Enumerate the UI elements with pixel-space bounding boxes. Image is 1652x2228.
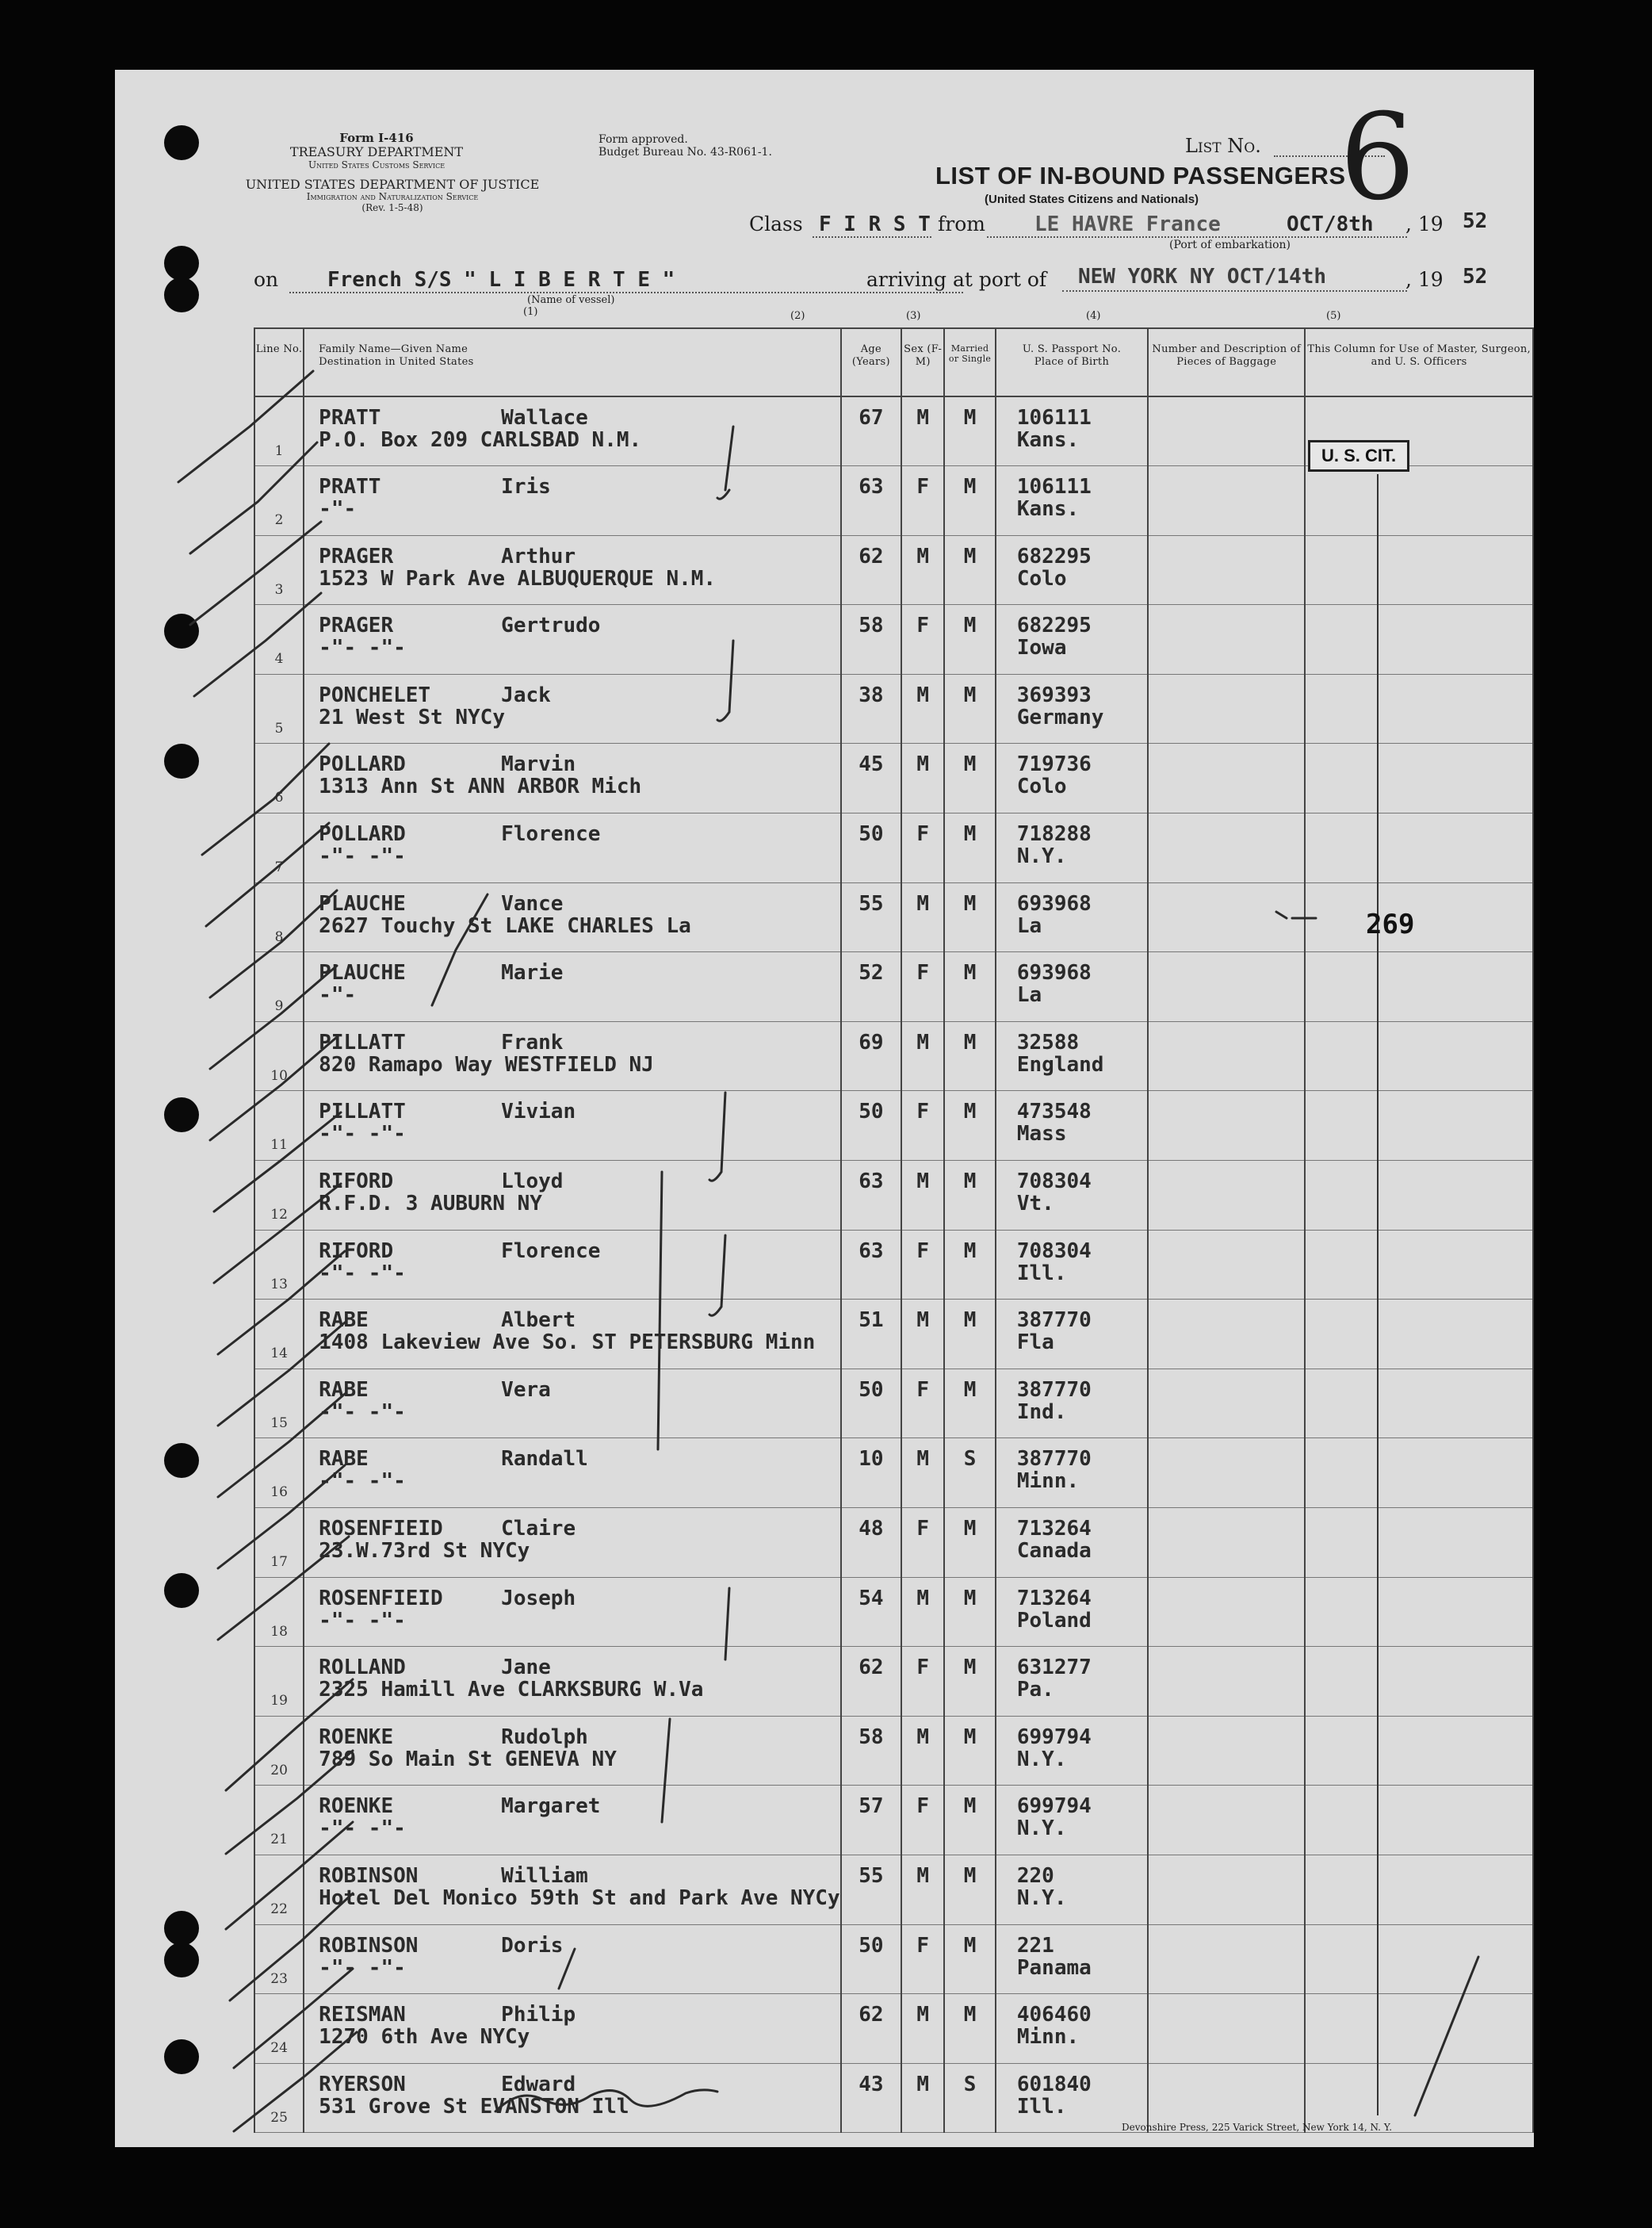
passport-number: 106111 bbox=[1016, 475, 1092, 500]
given-name: Edward bbox=[501, 2072, 576, 2096]
given-name: Marvin bbox=[501, 752, 576, 777]
sex-cell: F bbox=[901, 1647, 944, 1717]
destination: -"- -"- bbox=[319, 1816, 406, 1841]
given-name: Lloyd bbox=[501, 1170, 564, 1194]
destination: P.O. Box 209 CARLSBAD N.M. bbox=[319, 428, 642, 452]
age-cell: 43 bbox=[841, 2063, 901, 2133]
given-name: Claire bbox=[501, 1517, 576, 1541]
sex-cell: M bbox=[901, 1716, 944, 1786]
surname: ROENKE bbox=[319, 1794, 394, 1819]
us-citizen-stamp: U. S. CIT. bbox=[1308, 440, 1409, 472]
age-cell: 62 bbox=[841, 535, 901, 605]
passport-number: 387770 bbox=[1016, 1447, 1092, 1472]
birthplace: Fla bbox=[1016, 1330, 1054, 1355]
surname: RABE bbox=[319, 1377, 369, 1402]
passport-number: 682295 bbox=[1016, 614, 1092, 638]
col-num-1: (1) bbox=[523, 306, 538, 318]
destination: 820 Ramapo Way WESTFIELD NJ bbox=[319, 1052, 654, 1077]
destination: 1270 6th Ave NYCy bbox=[319, 2025, 530, 2050]
bracket-mark bbox=[709, 1093, 725, 1181]
year-prefix-1: , 19 bbox=[1405, 212, 1444, 235]
given-name: Vera bbox=[501, 1377, 551, 1402]
handwritten-marks bbox=[115, 70, 1534, 2147]
line-number: 20 bbox=[254, 1716, 304, 1786]
given-name: Frank bbox=[501, 1030, 564, 1055]
given-name: Florence bbox=[501, 1238, 601, 1263]
bracket-mark bbox=[1415, 1957, 1478, 2115]
marital-cell: M bbox=[944, 1508, 996, 1578]
surname: PILLATT bbox=[319, 1100, 406, 1124]
list-number: 6 bbox=[1340, 89, 1416, 227]
passport-number: 693968 bbox=[1016, 891, 1092, 916]
passport-number: 713264 bbox=[1016, 1586, 1092, 1610]
surname: ROSENFIEID bbox=[319, 1517, 443, 1541]
destination: 789 So Main St GENEVA NY bbox=[319, 1747, 617, 1771]
surname: PILLATT bbox=[319, 1030, 406, 1055]
age-cell: 67 bbox=[841, 396, 901, 466]
arrival-value: NEW YORK NY OCT/14th bbox=[1078, 265, 1327, 289]
justice-dept: UNITED STATES DEPARTMENT OF JUSTICE bbox=[245, 177, 540, 192]
birthplace: La bbox=[1016, 983, 1042, 1008]
passport-number: 32588 bbox=[1016, 1030, 1080, 1055]
given-name: Arthur bbox=[501, 544, 576, 568]
marital-cell: M bbox=[944, 1577, 996, 1647]
surname: RIFORD bbox=[319, 1238, 394, 1263]
check-mark bbox=[234, 2032, 357, 2131]
marital-cell: M bbox=[944, 744, 996, 813]
passport-number: 406460 bbox=[1016, 2003, 1092, 2027]
passport-number: 682295 bbox=[1016, 544, 1092, 568]
passport-number: 631277 bbox=[1016, 1656, 1092, 1680]
destination: 21 West St NYCy bbox=[319, 705, 505, 729]
age-cell: 50 bbox=[841, 1924, 901, 1994]
arriving-label: arriving at port of bbox=[866, 268, 1047, 291]
age-cell: 50 bbox=[841, 1369, 901, 1438]
check-mark bbox=[226, 1679, 353, 1790]
officer-number: 269 bbox=[1366, 909, 1415, 940]
surname: PLAUCHE bbox=[319, 961, 406, 986]
bracket-mark bbox=[662, 1719, 670, 1822]
col-num-2: (2) bbox=[790, 310, 805, 322]
age-cell: 38 bbox=[841, 674, 901, 744]
given-name: Randall bbox=[501, 1447, 588, 1472]
given-name: Marie bbox=[501, 961, 564, 986]
th-baggage: Number and Description of Pieces of Baggage bbox=[1148, 328, 1305, 396]
sex-cell: M bbox=[901, 1438, 944, 1508]
line-number: 22 bbox=[254, 1855, 304, 1924]
depart-date: OCT/8th bbox=[1287, 212, 1374, 236]
marital-cell: M bbox=[944, 1161, 996, 1231]
marital-cell: M bbox=[944, 1091, 996, 1161]
birthplace: Canada bbox=[1016, 1539, 1092, 1563]
marital-cell: M bbox=[944, 674, 996, 744]
birthplace: Ind. bbox=[1016, 1399, 1067, 1424]
surname: ROBINSON bbox=[319, 1933, 419, 1958]
on-label: on bbox=[254, 268, 279, 291]
sex-cell: M bbox=[901, 674, 944, 744]
marital-cell: S bbox=[944, 2063, 996, 2133]
check-mark bbox=[214, 1184, 341, 1283]
passport-number: 693968 bbox=[1016, 961, 1092, 986]
given-name: Margaret bbox=[501, 1794, 601, 1819]
check-mark bbox=[214, 1112, 341, 1212]
sex-cell: F bbox=[901, 813, 944, 883]
marital-cell: M bbox=[944, 1716, 996, 1786]
surname: PLAUCHE bbox=[319, 891, 406, 916]
marital-cell: M bbox=[944, 605, 996, 675]
passport-number: 708304 bbox=[1016, 1170, 1092, 1194]
marital-cell: M bbox=[944, 813, 996, 883]
passport-number: 699794 bbox=[1016, 1725, 1092, 1749]
surname: ROSENFIEID bbox=[319, 1586, 443, 1610]
surname: PRAGER bbox=[319, 614, 394, 638]
age-cell: 45 bbox=[841, 744, 901, 813]
from-value: LE HAVRE France bbox=[1034, 212, 1221, 236]
sex-cell: F bbox=[901, 1786, 944, 1855]
passport-number: 708304 bbox=[1016, 1238, 1092, 1263]
age-cell: 62 bbox=[841, 1994, 901, 2064]
given-name: Rudolph bbox=[501, 1725, 588, 1749]
birthplace: N.Y. bbox=[1016, 844, 1067, 869]
age-cell: 52 bbox=[841, 952, 901, 1022]
th-family-name: Family Name—Given Name bbox=[319, 343, 468, 355]
given-name: William bbox=[501, 1863, 588, 1888]
destination: Hotel Del Monico 59th St and Park Ave NYCy bbox=[319, 1885, 840, 1910]
birthplace: N.Y. bbox=[1016, 1816, 1067, 1841]
sex-cell: M bbox=[901, 535, 944, 605]
line-number: 12 bbox=[254, 1161, 304, 1231]
destination: -"- -"- bbox=[319, 1955, 406, 1980]
line-number: 25 bbox=[254, 2063, 304, 2133]
year-prefix-2: , 19 bbox=[1405, 268, 1444, 291]
age-cell: 50 bbox=[841, 813, 901, 883]
passport-number: 699794 bbox=[1016, 1794, 1092, 1819]
destination: 2325 Hamill Ave CLARKSBURG W.Va bbox=[319, 1678, 704, 1702]
manifest-title: LIST OF IN-BOUND PASSENGERS bbox=[935, 162, 1346, 189]
form-approved: Form approved. bbox=[598, 133, 688, 146]
line-number: 21 bbox=[254, 1786, 304, 1855]
marital-cell: M bbox=[944, 1300, 996, 1369]
bracket-mark bbox=[725, 1588, 729, 1660]
printer-imprint: Devonshire Press, 225 Varick Street, New York 14, N. Y. bbox=[1122, 2122, 1393, 2133]
th-age: Age (Years) bbox=[841, 328, 901, 396]
passport-number: 387770 bbox=[1016, 1377, 1092, 1402]
line-number: 2 bbox=[254, 466, 304, 536]
destination: -"- bbox=[319, 983, 357, 1008]
revision: (Rev. 1-5-48) bbox=[361, 202, 423, 214]
age-cell: 50 bbox=[841, 1091, 901, 1161]
year-1: 52 bbox=[1463, 209, 1488, 233]
sex-cell: F bbox=[901, 1230, 944, 1300]
sex-cell: M bbox=[901, 2063, 944, 2133]
marital-cell: M bbox=[944, 1021, 996, 1091]
line-number: 6 bbox=[254, 744, 304, 813]
birthplace: La bbox=[1016, 913, 1042, 938]
birthplace: Mass bbox=[1016, 1122, 1067, 1147]
th-destination: Destination in United States bbox=[319, 355, 474, 368]
passport-number: 221 bbox=[1016, 1933, 1054, 1958]
surname: REISMAN bbox=[319, 2003, 406, 2027]
birthplace: Pa. bbox=[1016, 1678, 1054, 1702]
age-cell: 57 bbox=[841, 1786, 901, 1855]
given-name: Albert bbox=[501, 1308, 576, 1333]
line-number: 15 bbox=[254, 1369, 304, 1438]
given-name: Jack bbox=[501, 683, 551, 707]
passport-number: 719736 bbox=[1016, 752, 1092, 777]
check-mark bbox=[194, 593, 321, 696]
marital-cell: M bbox=[944, 1924, 996, 1994]
birthplace: Iowa bbox=[1016, 636, 1067, 660]
given-name: Philip bbox=[501, 2003, 576, 2027]
given-name: Iris bbox=[501, 475, 551, 500]
port-embarkation-note: (Port of embarkation) bbox=[1169, 239, 1291, 251]
passport-number: 369393 bbox=[1016, 683, 1092, 707]
th-officers: This Column for Use of Master, Surgeon, and U. S. Officers bbox=[1305, 328, 1533, 396]
sex-cell: F bbox=[901, 952, 944, 1022]
sex-cell: M bbox=[901, 1577, 944, 1647]
marital-cell: M bbox=[944, 1230, 996, 1300]
birthplace: England bbox=[1016, 1052, 1104, 1077]
birthplace: Minn. bbox=[1016, 2025, 1080, 2050]
sex-cell: M bbox=[901, 1994, 944, 2064]
age-cell: 58 bbox=[841, 1716, 901, 1786]
destination: -"- -"- bbox=[319, 1608, 406, 1633]
surname: POLLARD bbox=[319, 822, 406, 847]
line-number: 10 bbox=[254, 1021, 304, 1091]
birthplace: N.Y. bbox=[1016, 1747, 1067, 1771]
passport-number: 220 bbox=[1016, 1863, 1054, 1888]
line-number: 11 bbox=[254, 1091, 304, 1161]
passport-number: 106111 bbox=[1016, 406, 1092, 430]
passport-number: 718288 bbox=[1016, 822, 1092, 847]
surname: ROENKE bbox=[319, 1725, 394, 1749]
sex-cell: F bbox=[901, 1924, 944, 1994]
line-number: 18 bbox=[254, 1577, 304, 1647]
destination: -"- -"- bbox=[319, 1469, 406, 1494]
given-name: Doris bbox=[501, 1933, 564, 1958]
age-cell: 63 bbox=[841, 1230, 901, 1300]
sex-cell: F bbox=[901, 466, 944, 536]
class-label: Class bbox=[749, 212, 803, 235]
destination: -"- -"- bbox=[319, 844, 406, 869]
age-cell: 63 bbox=[841, 466, 901, 536]
manifest-sheet bbox=[115, 70, 1534, 2147]
bracket-mark bbox=[717, 427, 733, 499]
birthplace: N.Y. bbox=[1016, 1885, 1067, 1910]
marital-cell: M bbox=[944, 1855, 996, 1924]
destination: -"- -"- bbox=[319, 1261, 406, 1285]
bracket-mark bbox=[559, 1949, 575, 1989]
passport-number: 473548 bbox=[1016, 1100, 1092, 1124]
given-name: Wallace bbox=[501, 406, 588, 430]
destination: 1408 Lakeview Ave So. ST PETERSBURG Minn bbox=[319, 1330, 816, 1355]
destination: -"- -"- bbox=[319, 636, 406, 660]
th-birthplace: Place of Birth bbox=[1034, 355, 1110, 368]
sex-cell: F bbox=[901, 1508, 944, 1578]
sex-cell: M bbox=[901, 744, 944, 813]
sex-cell: F bbox=[901, 1369, 944, 1438]
marital-cell: M bbox=[944, 1786, 996, 1855]
marital-cell: M bbox=[944, 396, 996, 466]
surname: PRATT bbox=[319, 475, 381, 500]
line-number: 8 bbox=[254, 882, 304, 952]
marital-cell: M bbox=[944, 1647, 996, 1717]
marital-cell: M bbox=[944, 952, 996, 1022]
given-name: Jane bbox=[501, 1656, 551, 1680]
birthplace: Colo bbox=[1016, 775, 1067, 799]
th-sex: Sex (F-M) bbox=[901, 328, 944, 396]
birthplace: Colo bbox=[1016, 566, 1067, 591]
col-num-4: (4) bbox=[1086, 310, 1101, 322]
sex-cell: F bbox=[901, 1091, 944, 1161]
officer-tick bbox=[1276, 912, 1316, 918]
vessel-value: French S/S " L I B E R T E " bbox=[327, 268, 675, 292]
customs-service: United States Customs Service bbox=[308, 159, 446, 170]
th-passport-no: U. S. Passport No. bbox=[1022, 343, 1122, 355]
age-cell: 55 bbox=[841, 1855, 901, 1924]
col-num-5: (5) bbox=[1326, 310, 1341, 322]
age-cell: 10 bbox=[841, 1438, 901, 1508]
line-number: 16 bbox=[254, 1438, 304, 1508]
destination: -"- -"- bbox=[319, 1399, 406, 1424]
birthplace: Poland bbox=[1016, 1608, 1092, 1633]
birthplace: Ill. bbox=[1016, 1261, 1067, 1285]
birthplace: Minn. bbox=[1016, 1469, 1080, 1494]
year-2: 52 bbox=[1463, 265, 1488, 289]
ins-service: Immigration and Naturalization Service bbox=[306, 191, 479, 203]
surname: ROBINSON bbox=[319, 1863, 419, 1888]
line-number: 4 bbox=[254, 605, 304, 675]
list-no-label: List No. bbox=[1185, 135, 1261, 157]
signature-scribble bbox=[495, 2090, 717, 2111]
vessel-note: (Name of vessel) bbox=[527, 294, 615, 306]
birthplace: Kans. bbox=[1016, 428, 1080, 452]
th-married: Married or Single bbox=[944, 328, 996, 396]
surname: PRATT bbox=[319, 406, 381, 430]
birthplace: Panama bbox=[1016, 1955, 1092, 1980]
destination: R.F.D. 3 AUBURN NY bbox=[319, 1192, 542, 1216]
birthplace: Vt. bbox=[1016, 1192, 1054, 1216]
sex-cell: M bbox=[901, 882, 944, 952]
given-name: Vivian bbox=[501, 1100, 576, 1124]
surname: RIFORD bbox=[319, 1170, 394, 1194]
marital-cell: M bbox=[944, 1369, 996, 1438]
age-cell: 62 bbox=[841, 1647, 901, 1717]
passport-number: 601840 bbox=[1016, 2072, 1092, 2096]
destination: 23.W.73rd St NYCy bbox=[319, 1539, 530, 1563]
given-name: Gertrudo bbox=[501, 614, 601, 638]
budget-bureau: Budget Bureau No. 43-R061-1. bbox=[598, 146, 772, 159]
sex-cell: M bbox=[901, 1021, 944, 1091]
line-number: 3 bbox=[254, 535, 304, 605]
destination: 1313 Ann St ANN ARBOR Mich bbox=[319, 775, 642, 799]
surname: ROLLAND bbox=[319, 1656, 406, 1680]
bracket-mark bbox=[709, 1235, 725, 1315]
given-name: Vance bbox=[501, 891, 564, 916]
line-number: 13 bbox=[254, 1230, 304, 1300]
sex-cell: M bbox=[901, 1161, 944, 1231]
col-num-3: (3) bbox=[906, 310, 921, 322]
bracket-mark bbox=[717, 641, 733, 721]
surname: POLLARD bbox=[319, 752, 406, 777]
destination: 531 Grove St EVANSTON Ill bbox=[319, 2094, 629, 2119]
destination: 2627 Touchy St LAKE CHARLES La bbox=[319, 913, 691, 938]
destination: 1523 W Park Ave ALBUQUERQUE N.M. bbox=[319, 566, 717, 591]
given-name: Joseph bbox=[501, 1586, 576, 1610]
line-number: 23 bbox=[254, 1924, 304, 1994]
line-number: 14 bbox=[254, 1300, 304, 1369]
marital-cell: M bbox=[944, 466, 996, 536]
age-cell: 58 bbox=[841, 605, 901, 675]
surname: RABE bbox=[319, 1447, 369, 1472]
birthplace: Ill. bbox=[1016, 2094, 1067, 2119]
marital-cell: M bbox=[944, 1994, 996, 2064]
line-number: 7 bbox=[254, 813, 304, 883]
birthplace: Germany bbox=[1016, 705, 1104, 729]
given-name: Florence bbox=[501, 822, 601, 847]
sex-cell: M bbox=[901, 396, 944, 466]
line-number: 9 bbox=[254, 952, 304, 1022]
destination: -"- -"- bbox=[319, 1122, 406, 1147]
surname: PRAGER bbox=[319, 544, 394, 568]
line-number: 17 bbox=[254, 1508, 304, 1578]
class-value: F I R S T bbox=[819, 212, 931, 236]
surname: RYERSON bbox=[319, 2072, 406, 2096]
destination: -"- bbox=[319, 497, 357, 522]
bracket-mark bbox=[658, 1172, 662, 1449]
th-line-no: Line No. bbox=[254, 328, 304, 396]
line-number: 19 bbox=[254, 1647, 304, 1717]
passport-number: 713264 bbox=[1016, 1517, 1092, 1541]
from-label: from bbox=[938, 212, 985, 235]
passport-number: 387770 bbox=[1016, 1308, 1092, 1333]
birthplace: Kans. bbox=[1016, 497, 1080, 522]
line-number: 5 bbox=[254, 674, 304, 744]
age-cell: 63 bbox=[841, 1161, 901, 1231]
treasury-dept: TREASURY DEPARTMENT bbox=[289, 144, 464, 160]
marital-cell: M bbox=[944, 882, 996, 952]
marital-cell: M bbox=[944, 535, 996, 605]
sex-cell: M bbox=[901, 1300, 944, 1369]
line-number: 24 bbox=[254, 1994, 304, 2064]
manifest-subtitle: (United States Citizens and Nationals) bbox=[985, 193, 1199, 206]
form-number: Form I-416 bbox=[339, 131, 414, 145]
age-cell: 54 bbox=[841, 1577, 901, 1647]
sex-cell: M bbox=[901, 1855, 944, 1924]
surname: RABE bbox=[319, 1308, 369, 1333]
age-cell: 69 bbox=[841, 1021, 901, 1091]
age-cell: 51 bbox=[841, 1300, 901, 1369]
marital-cell: S bbox=[944, 1438, 996, 1508]
age-cell: 48 bbox=[841, 1508, 901, 1578]
line-number: 1 bbox=[254, 396, 304, 466]
surname: PONCHELET bbox=[319, 683, 431, 707]
sex-cell: F bbox=[901, 605, 944, 675]
age-cell: 55 bbox=[841, 882, 901, 952]
check-mark bbox=[432, 894, 488, 1005]
